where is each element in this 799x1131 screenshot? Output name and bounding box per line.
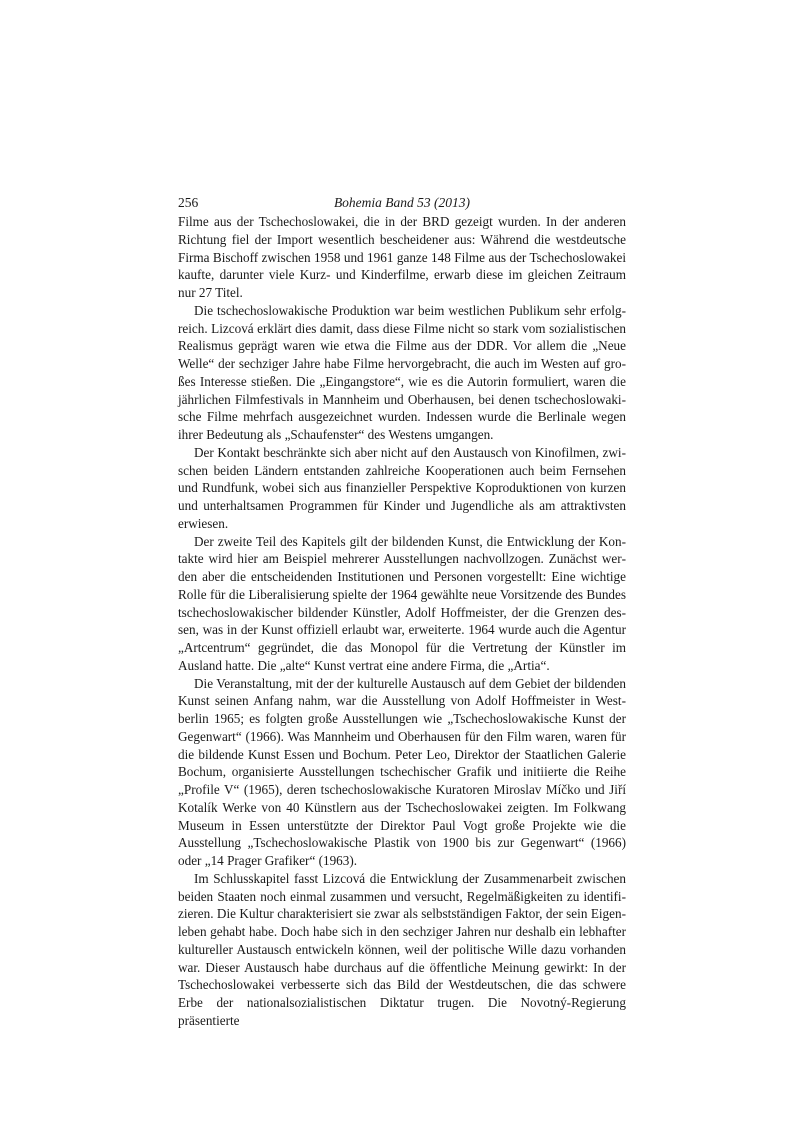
paragraph: Die Veranstaltung, mit der der kulturelle Austausch auf dem Gebiet der bildenden Kunst seinen Anfang nahm, war die Ausstellung von Adolf Hoffmeister in Westberlin 1965; es folgten große Ausstellungen wie „Tschechoslowakische Kunst der Gegenwart“ (1966). Was Mannheim und Oberhausen für den Film waren, waren für die bildende Kunst Essen und Bochum. Peter Leo, Direktor der Staatlichen Galerie Bochum, organisierte Ausstellungen tschechischer Grafik und initiierte die Reihe „Profile V“ (1965), deren tschechoslowakische Kuratoren Miroslav Míčko und Jiří Kotalík Werke von 40 Künstlern aus der Tschechoslowakei zeigten. Im Folkwang Museum in Essen unterstützte der Direktor Paul Vogt große Projekte wie die Ausstellung „Tschechoslowakische Plastik von 1900 bis zur Gegenwart“ (1966) oder „14 Prager Grafiker“ (1963).: [178, 675, 626, 868]
body-text: [178, 213, 626, 1030]
running-title: Bohemia Band 53 (2013): [333, 195, 471, 210]
paragraph: Im Schlusskapitel fasst Lizcová die Entwicklung der Zusammenarbeit zwischen beiden Staaten noch einmal zusammen und versucht, Regelmäßigkeiten zu identifizieren. Die Kultur charakterisiert sie zwar als selbstständigen Faktor, der sein Eigenleben gehabt habe. Doch habe sich in den sechziger Jahren nur deshalb ein lebhafter kultureller Austausch entwickeln können, weil der politische Wille dazu vorhanden war. Dieser Austausch habe durchaus auf die öffentliche Meinung gewirkt: In der Tschechoslowakei verbesserte sich das Bild der Westdeutschen, die das schwere Erbe der nationalsozialistischen Diktatur trugen. Die Novotný-Regierung präsentierte: [178, 870, 626, 1028]
page-header: [178, 193, 626, 213]
paragraph: Der zweite Teil des Kapitels gilt der bildenden Kunst, die Entwicklung der Kontakte wird hier am Beispiel mehrerer Ausstellungen nachvollzogen. Zunächst werden aber die entscheidenden Institutionen und Personen vorgestellt: Eine wichtige Rolle für die Liberalisierung spielte der 1964 gewählte neue Vorsitzende des Bundes tschechoslowakischer bildender Künstler, Adolf Hoffmeister, der die Grenzen dessen, was in der Kunst offiziell erlaubt war, erweiterte. 1964 wurde auch die Agentur „Artcentrum“ gegründet, die das Monopol für die Vertretung der Künstler im Ausland hatte. Die „alte“ Kunst vertrat eine andere Firma, die „Artia“.: [178, 533, 626, 673]
paragraph: Filme aus der Tschechoslowakei, die in der BRD gezeigt wurden. In der anderen Richtung fiel der Import wesentlich bescheidener aus: Während die westdeutsche Firma Bischoff zwischen 1958 und 1961 ganze 148 Filme aus der Tschechoslowakei kaufte, darunter viele Kurz- und Kinderfilme, erwarb diese im gleichen Zeitraum nur 27 Titel.: [178, 214, 626, 300]
paragraph: Der Kontakt beschränkte sich aber nicht auf den Austausch von Kinofilmen, zwischen beiden Ländern entstanden zahlreiche Kooperationen auch beim Fernsehen und Rundfunk, wobei sich aus finanzieller Perspektive Koproduktionen von kurzen und unterhaltsamen Programmen für Kinder und Jugendliche als am attraktivsten erwiesen.: [178, 444, 626, 531]
page-number: 256: [178, 195, 199, 210]
paragraph: Die tschechoslowakische Produktion war beim westlichen Publikum sehr erfolgreich. Lizcová erklärt dies damit, dass diese Filme nicht so stark vom sozialistischen Realismus geprägt waren wie etwa die Filme aus der DDR. Vor allem die „Neue Welle“ der sechziger Jahre habe Filme hervorgebracht, die auch im Westen auf großes Interesse stießen. Die „Eingangstore“, wie es die Autorin formuliert, waren die jährlichen Filmfestivals in Mannheim und Oberhausen, bei denen tschechoslowakische Filme mehrfach ausgezeichnet wurden. Indessen wurde die Berlinale wegen ihrer Bedeutung als „Schaufenster“ des Westens umgangen.: [178, 302, 626, 442]
